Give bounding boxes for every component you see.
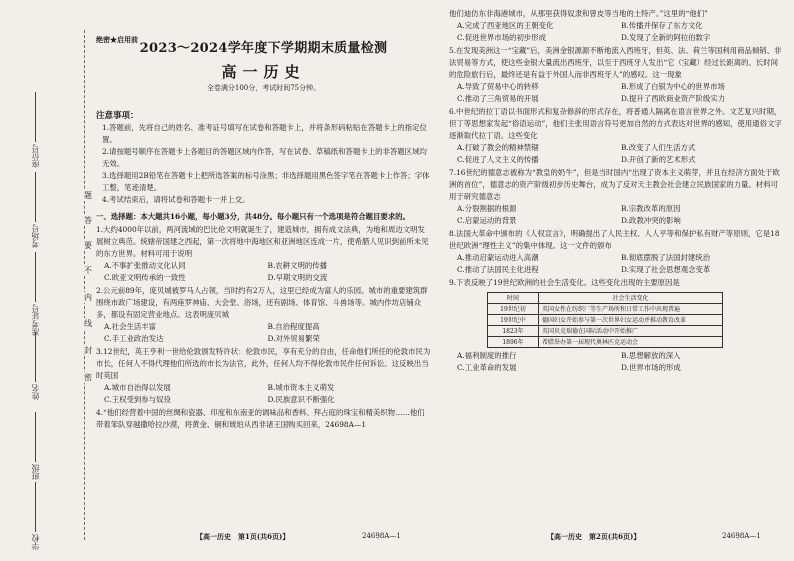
question-6: [449, 106, 785, 166]
question-1: [96, 224, 431, 284]
question-3: [96, 346, 431, 406]
table-header: 社会生活变化: [539, 293, 723, 304]
section-heading: 一、选择题：本大题共16小题，每小题3分，共48分。每小题只有一个选项是符合题目要求的。: [96, 212, 410, 221]
table-cell: 德国妇女开始参与第一次世界妇女运动并推动教育改革: [539, 315, 723, 326]
question-9: [449, 277, 785, 374]
table-row: [488, 315, 723, 326]
option: A.分裂割据的根源: [457, 204, 517, 213]
option: A.打破了教会的精神禁锢: [457, 143, 539, 152]
question-5: [449, 45, 785, 105]
question-stem: 9.下表反映了19世纪欧洲的社会生活变化。这些变化出现的主要原因是: [449, 278, 680, 287]
seal-line: [84, 30, 85, 540]
option: A.福利制度的推行: [457, 351, 517, 360]
subject-title: 高一历史: [221, 63, 306, 81]
question-4: [96, 407, 431, 431]
field-school: 学校: [30, 480, 41, 550]
question-options: [449, 252, 785, 276]
field-seat-number: 座位号: [30, 90, 41, 168]
option: C.工业革命的发展: [457, 363, 517, 372]
option: D.民族意识不断强化: [267, 395, 335, 404]
table-cell: 英国贝克瑞德在国际活动中开始推广: [539, 326, 723, 337]
option: A.社会生活丰富: [104, 322, 157, 331]
option: C.推动了三角贸易的开展: [457, 94, 539, 103]
seal-char: 要: [84, 241, 92, 250]
table-cell: 19世纪中: [488, 315, 539, 326]
table-cell: 希腊举办第一届现代奥林匹克运动会: [539, 337, 723, 348]
question-stem: 3.12世纪，英王亨利一世给伦敦颁发特许状：伦敦市民，享有充分的自由，任命他们所任的伦敦市民为市长，任何人不得代理他们所选的市长为法官，此外，任何人均不得伦敦市民作任何诉讼。这反映出当时英国: [96, 347, 431, 380]
notice-title: 注意事项：: [96, 111, 139, 121]
option: B.思想解放的深入: [621, 351, 681, 360]
option: C.手工业政治发达: [104, 334, 164, 343]
question-options: [449, 142, 785, 166]
option: A.完成了西亚地区的王朝变化: [457, 21, 554, 30]
question-options: [96, 260, 431, 284]
notice-item: 3.选择题用2B铅笔在答题卡上把所选答案的标号涂黑；非选择题用黑色签字笔在答题卡上作答；字体工整，笔迹清楚。: [102, 171, 430, 192]
question-8: [449, 228, 785, 276]
question-stem: 5.在发现美洲这一“宝藏”后，美洲金银源源不断地流入西班牙，但英、法、荷兰等国利用商品倾销、非法贸易等方式，使这些金银大量流出西班牙，以至于西班牙人发出“它（宝藏）经过长距离的、长时间的危险旅行后，最终还是有益于外国人而非西班牙人”的感叹。这一现象: [449, 46, 782, 79]
binding-strip: [0, 0, 96, 561]
question-options: [449, 350, 785, 374]
question-stem: 6.中世纪的拉丁语以书面形式和复杂修辞的形式存在，将普通人隔离在语言世界之外。文艺复兴时期，但丁等思想家发起“俗语运动”，他们主张用语言符号更加自然的方式表达对世界的感知，使用通俗文字逐渐取代拉丁语。这些变化: [449, 107, 782, 140]
seal-char: 线: [84, 319, 92, 328]
option: D.实现了社会思想观念变革: [621, 265, 711, 274]
option: D.发现了全新的阿拉伯数字: [621, 33, 711, 42]
option: C.启蒙运动的背景: [457, 216, 517, 225]
question-stem: 1.大约4000年以前，两河流域的巴比伦文明就诞生了，建造城市，拥有成文法典，为地和周边文明发展树立典范。统辖帝国建之西起，第一次将地中海地区和亚洲地区连成一片，使希腊人见识到前所未见的东方世界。材料可用于说明: [96, 225, 429, 258]
option: A.推动启蒙运动进入高潮: [457, 253, 539, 262]
secret-badge: 绝密★启用前: [96, 35, 138, 44]
question-options: [449, 81, 785, 105]
option: D.早期文明的交流: [267, 273, 328, 282]
question-stem: 7.16世纪的德意志被称为“教皇的奶牛”，但是当时国内“出现了资本主义萌芽，并且在经济方面处于欧洲的首位”，德意志的资产阶级初步历史舞台，成为了反对天主教会社会建立民族国家的力量。材料可用于研究德意志: [449, 168, 780, 201]
footer-right: 【高一历史 第2页(共6页)】: [547, 532, 641, 541]
option: A.不事扩张推动文化认同: [104, 261, 186, 270]
option: A.导致了贸易中心的转移: [457, 82, 539, 91]
question-options: [96, 321, 431, 345]
table-row: [488, 337, 723, 348]
option: B.宗教改革的原因: [621, 204, 681, 213]
option: C.推动了法国民主化进程: [457, 265, 539, 274]
option: C.促进了人文主义的传播: [457, 155, 539, 164]
option: D.提升了西欧商业资产阶级实力: [621, 94, 726, 103]
option: B.传播并保存了东方文化: [621, 21, 703, 30]
seal-char: 密: [84, 373, 92, 382]
seal-char: 内: [84, 293, 92, 302]
footer-right-code: 24698A—1: [722, 532, 761, 540]
question-stem: 4.“他们经营着中国的丝绸和瓷器、印度和东南亚的调味品和香料、拜占庭的珠宝和精美织物……他们带着笨队穿越撒哈拉沙漠，将黄金、铜和琥珀从西非诸王国购买回来，24698A—1: [96, 408, 425, 429]
table-cell: 英国女性在纺织厂等生产场所和日常工作中出现普遍: [539, 304, 723, 315]
question-2: [96, 285, 431, 345]
field-class: 班级: [30, 410, 41, 480]
option: D.对外贸易繁荣: [267, 334, 320, 343]
exam-info: 全卷满分100分，考试时间75分钟。: [206, 84, 321, 92]
table-row: [488, 326, 723, 337]
option: C.促进世界市场的初步形成: [457, 33, 547, 42]
option: D.世界市场的形成: [621, 363, 681, 372]
exam-title: 2023～2024学年度下学期期末质量检测: [139, 41, 388, 56]
footer-left-code: 24698A—1: [362, 532, 401, 540]
field-exam-id: 准考证号: [30, 250, 41, 336]
question-stem: 他们迪仿东非海港城市，从那里获得奴隶和曾皮等当地的土特产。”这里的“他们”: [449, 9, 708, 18]
notice-item: 2.请按题号顺序在答题卡上各题目的答题区域内作答，写在试卷、草稿纸和答题卡上的非答题区域均无效。: [102, 147, 427, 168]
seal-char: 封: [84, 346, 92, 355]
option: B.城市资本主义萌发: [267, 383, 335, 392]
seal-char: 不: [84, 266, 92, 275]
option: B.农耕文明的传播: [267, 261, 328, 270]
field-name: 姓名: [30, 330, 41, 400]
table-cell: 1896年: [488, 337, 539, 348]
question-options: [96, 382, 431, 406]
option: D.开创了新的艺术形式: [621, 155, 696, 164]
table-header: 时间: [488, 293, 539, 304]
footer-left: 【高一历史 第1页(共6页)】: [196, 532, 290, 541]
question-stem: 8.法国大革命中颁布的《人权宣言》，明确提出了人民主权、人人平等和保护私有财产等原则，它是18世纪欧洲“理性主义”的集中体现。这一文件的颁布: [449, 229, 780, 250]
option: B.改变了人们生活方式: [621, 143, 696, 152]
table-row: [488, 304, 723, 315]
left-column: [96, 8, 431, 431]
notice-item: 1.答题前，先将自己的姓名、准考证号填写在试卷和答题卡上，并将条形码粘贴在答题卡上的指定位置。: [102, 123, 427, 144]
notice-list: [96, 122, 431, 206]
right-column: [449, 8, 785, 374]
question-4-continued: [449, 8, 785, 44]
seal-char: 题: [84, 191, 92, 200]
question-options: [449, 203, 785, 227]
notice-item: 4.考试结束后，请将试卷和答题卡一并上交。: [102, 195, 250, 204]
seal-char: 答: [84, 216, 92, 225]
option: C.欧亚文明传承的一致性: [104, 273, 186, 282]
option: C.王权受到参与奴役: [104, 395, 171, 404]
table-header-row: [488, 293, 723, 304]
option: B.形成了白银为中心的世界市场: [621, 82, 725, 91]
question-9-table: [487, 292, 723, 348]
option: D.政教冲突的影响: [621, 216, 681, 225]
question-stem: 2.公元前89年，庞贝城被罗马人占领，当时约有2万人，这里已经成为富人的乐园。城市的重要建筑群围绕市政广场建设，有两座罗神庙、大会堂、浴场，还有剧场、体育馆、斗兽场等。城内作坊店铺众多，都设有固定营业地点。这表明庞贝城: [96, 286, 428, 319]
option: B.自治程度提高: [267, 322, 320, 331]
option: A.城市自治得以发展: [104, 383, 171, 392]
field-exam-room: 考场号: [30, 170, 41, 248]
question-options: [449, 20, 785, 44]
table-cell: 19世纪初: [488, 304, 539, 315]
question-7: [449, 167, 785, 227]
option: B.彻底摆脱了法国封建统治: [621, 253, 711, 262]
table-cell: 1823年: [488, 326, 539, 337]
